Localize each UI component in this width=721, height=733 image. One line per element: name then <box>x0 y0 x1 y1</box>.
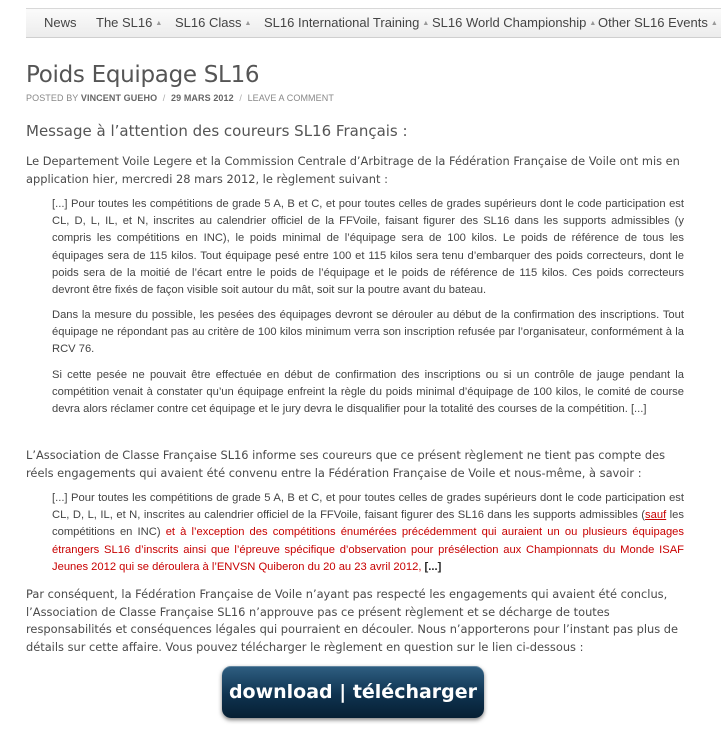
quote1-paragraph1: [...] Pour toutes les compétitions de grade 5 A, B et C, et pour toutes celles de grades supérieurs dont le code participation est CL, D, L, IL, et N, inscrites au calendrier officiel de la FFVoile, faisant figurer des SL16 dans les supports admissibles (y compris les compétitions en INC), le poids minimal de l’équipage sera de 100 kilos. Le poids de référence de tous les équipages sera de 115 kilos. Tout équipage pesé entre 100 et 115 kilos sera tenu d’embarquer des poids correcteurs, dont le poids sera de la moitié de l’écart entre le poids de l’équipage et le poids de référence de 115 kilos. Ces poids correcteurs devront être fixés de façon visible soit autour du mât, soit sur la poutre avant du bateau. <box>52 198 684 297</box>
main-nav <box>26 8 721 38</box>
post-date: 29 MARS 2012 <box>171 93 234 103</box>
conclusion-paragraph: Par conséquent, la Fédération Française de Voile n’ayant pas respecté les engagements qui avaient été conclus, l’Association de Classe Française SL16 n’approuve pas ce présent règlement et se décharge de toutes responsabilités et conséquences légales qui pourraient en découler. Nous n’apporterons pour l’instant pas plus de détails sur cette affaire. Vous pouvez télécharger le règlement en question sur le lien ci-dessous : <box>26 587 679 654</box>
posted-by-label: POSTED BY <box>26 93 79 103</box>
chevron-down-icon: ▲ <box>589 20 597 28</box>
author-link[interactable]: VINCENT GUEHO <box>80 93 158 103</box>
intro-paragraph: Le Departement Voile Legere et la Commission Centrale d’Arbitrage de la Fédération Française de Voile ont mis en application hier, mercredi 28 mars 2012, le règlement suivant : <box>26 154 680 186</box>
nav-item-label: SL16 World Championship <box>432 15 587 30</box>
quote2-exception-text: et à l’exception des compétitions énumérées précédemment qui auraient un ou plusieurs équipages étrangers SL16 d’inscrits ainsi que l’épreuve spécifique d’observation pour présélection aux Championnats du Monde ISAF Jeunes 2012 qui se déroulera à l’ENVSN Quiberon du 20 au 23 avril 2012, <box>52 526 684 573</box>
chevron-down-icon: ▲ <box>422 20 430 28</box>
post-title: Poids Equipage SL16 <box>26 62 260 88</box>
quote2-paragraph <box>52 490 684 576</box>
quote1-paragraph3: Si cette pesée ne pouvait être effectuée en début de confirmation des inscriptions ou si un contrôle de jauge pendant la compétition venait à constater qu’un équipage enfreint la règle du poids minimal d’équipage de 100 kilos, le comité de course devra alors réclamer contre cet équipage et le jury devra le disqualifier pour la totalité des courses de la compétition. [...] <box>52 369 684 416</box>
chevron-down-icon: ▲ <box>710 20 718 28</box>
nav-item-news[interactable] <box>44 15 77 30</box>
nav-item-world-championship[interactable] <box>432 15 596 30</box>
quote2-ellipsis: [...] <box>421 560 442 573</box>
nav-item-the-sl16[interactable] <box>96 15 162 30</box>
nav-item-sl16-class[interactable] <box>175 15 251 30</box>
nav-item-label: The SL16 <box>96 15 153 30</box>
download-button[interactable]: download | télécharger <box>222 666 484 718</box>
nav-item-label: SL16 Class <box>175 15 242 30</box>
nav-item-international-training[interactable] <box>264 15 429 30</box>
sauf-link[interactable]: sauf <box>645 509 667 522</box>
meta-separator: / <box>162 93 166 103</box>
meta-separator: / <box>239 93 242 103</box>
nav-item-label: News <box>44 15 77 30</box>
chevron-down-icon: ▲ <box>244 20 252 28</box>
nav-item-label: Other SL16 Events <box>598 15 708 30</box>
chevron-down-icon: ▲ <box>155 20 163 28</box>
post-meta <box>26 93 334 103</box>
nav-item-other-events[interactable] <box>598 15 718 30</box>
association-paragraph: L’Association de Classe Française SL16 informe ses coureurs que ce présent règlement ne tient pas compte des réels engagements qui avaient été convenu entre la Fédération Française de Voile et nous-même, à savoir : <box>26 448 666 480</box>
nav-item-label: SL16 International Training <box>264 15 420 30</box>
quote1-paragraph2: Dans la mesure du possible, les pesées des équipages devront se dérouler au début de la confirmation des inscriptions. Tout équipage ne répondant pas au critère de 100 kilos minimum verra son inscription refusée par l’organisateur, conformément à la RCV 76. <box>52 309 684 356</box>
message-heading: Message à l’attention des coureurs SL16 Français : <box>26 122 408 140</box>
leave-comment-link[interactable]: LEAVE A COMMENT <box>247 93 334 103</box>
quote2-text-middle: les compétitions en INC) <box>52 509 684 539</box>
quote2-text-start: [...] Pour toutes les compétitions de grade 5 A, B et C, et pour toutes celles de grades supérieurs dont le code participation est CL, D, L, IL, et N, inscrites au calendrier officiel de la FFVoile, faisant figurer des SL16 dans les supports admissibles ( <box>52 492 684 522</box>
